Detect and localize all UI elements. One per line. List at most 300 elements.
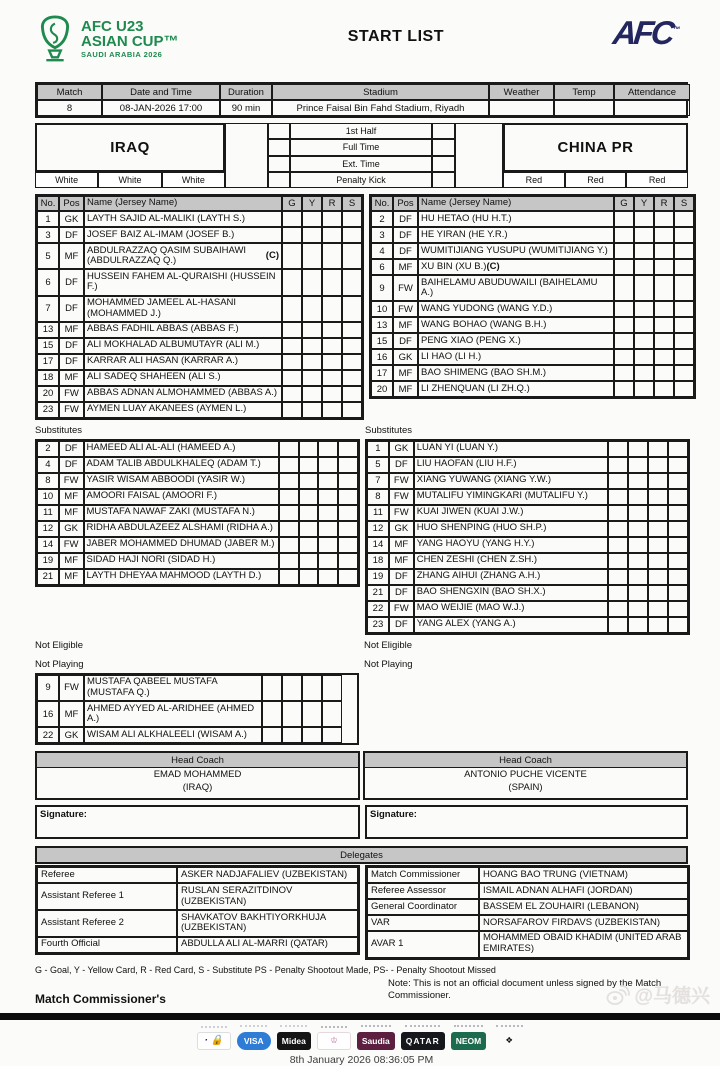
r-cell xyxy=(648,569,668,585)
player-row xyxy=(37,269,362,295)
player-row xyxy=(371,381,694,397)
match-info-table xyxy=(35,82,688,118)
player-number: 17 xyxy=(371,365,393,381)
player-row xyxy=(37,505,358,521)
r-cell xyxy=(654,243,674,259)
r-cell xyxy=(318,537,338,553)
away-score-cell xyxy=(432,156,455,172)
player-name: KUAI JIWEN (KUAI J.W.) xyxy=(414,505,609,521)
away-not-playing-label: Not Playing xyxy=(364,658,413,670)
y-cell xyxy=(302,322,322,338)
player-position: DF xyxy=(389,617,414,633)
player-row xyxy=(37,675,357,701)
starters-section xyxy=(35,194,688,420)
player-row xyxy=(371,349,694,365)
s-cell xyxy=(668,617,688,633)
s-cell xyxy=(338,521,358,537)
legend-text: G - Goal, Y - Yellow Card, R - Red Card, S - Substitute PS - Penalty Shootout Made, PS- - Penalty Shootout Missed xyxy=(35,964,496,975)
player-number: 19 xyxy=(37,553,59,569)
player-row xyxy=(371,211,694,227)
y-cell xyxy=(628,569,648,585)
delegate-person: RUSLAN SERAZITDINOV (UZBEKISTAN) xyxy=(177,883,358,910)
player-row xyxy=(371,333,694,349)
y-cell xyxy=(634,317,654,333)
note-row xyxy=(35,978,688,1006)
s-cell xyxy=(668,473,688,489)
away-score-cell xyxy=(432,123,455,139)
coach-country: (SPAIN) xyxy=(508,781,543,793)
home-starters-header xyxy=(37,196,362,211)
player-number: 18 xyxy=(37,370,59,386)
y-cell xyxy=(302,243,322,269)
g-cell xyxy=(279,457,299,473)
home-score-cell xyxy=(268,172,290,188)
home-not-playing-table xyxy=(35,673,359,746)
player-name: HE YIRAN (HE Y.R.) xyxy=(418,227,614,243)
y-cell xyxy=(302,296,322,322)
player-name: MUTALIFU YIMINGKARI (MUTALIFU Y.) xyxy=(414,489,609,505)
delegate-role: Referee xyxy=(37,867,177,883)
r-cell xyxy=(654,333,674,349)
player-number: 3 xyxy=(37,227,59,243)
player-position: DF xyxy=(389,457,414,473)
player-row xyxy=(37,521,358,537)
away-coach-header: Head Coach xyxy=(365,753,686,768)
r-cell xyxy=(648,553,668,569)
player-position: FW xyxy=(389,505,414,521)
sponsor-badge: ❖ xyxy=(492,1032,526,1050)
player-name: LAYTH DHEYAA MAHMOOD (LAYTH D.) xyxy=(84,569,279,585)
delegates-right-table xyxy=(365,865,690,960)
match-info-header-attendance: Attendance xyxy=(614,84,690,100)
away-starters-table xyxy=(369,194,696,399)
delegate-role: Referee Assessor xyxy=(367,883,479,899)
player-row xyxy=(37,338,362,354)
match-info-header-stadium: Stadium xyxy=(272,84,489,100)
player-name: YANG HAOYU (YANG H.Y.) xyxy=(414,537,609,553)
player-position: DF xyxy=(59,227,84,243)
player-name: HU HETAO (HU H.T.) xyxy=(418,211,614,227)
g-cell xyxy=(279,553,299,569)
home-starters-table xyxy=(35,194,364,420)
col-r: R xyxy=(322,196,342,211)
g-cell xyxy=(282,338,302,354)
home-kit-shirt: White xyxy=(35,172,98,188)
tournament-logo xyxy=(35,14,179,64)
g-cell xyxy=(282,354,302,370)
player-position: DF xyxy=(59,338,84,354)
delegate-row xyxy=(37,937,358,953)
player-row xyxy=(37,243,362,269)
s-cell xyxy=(674,259,694,275)
g-cell xyxy=(279,441,299,457)
s-cell xyxy=(342,354,362,370)
away-kit-socks: Red xyxy=(626,172,688,188)
player-name: HUO SHENPING (HUO SH.P.) xyxy=(414,521,609,537)
player-number: 10 xyxy=(371,301,393,317)
y-cell xyxy=(302,402,322,418)
r-cell xyxy=(318,553,338,569)
delegate-row xyxy=(367,931,688,958)
player-number: 7 xyxy=(37,296,59,322)
g-cell xyxy=(614,275,634,301)
sponsor-badge: QATAR xyxy=(401,1032,445,1050)
g-cell xyxy=(614,301,634,317)
s-cell xyxy=(342,227,362,243)
y-cell xyxy=(628,537,648,553)
s-cell xyxy=(674,365,694,381)
y-cell xyxy=(299,441,319,457)
y-cell xyxy=(302,227,322,243)
player-name: LI ZHENQUAN (LI ZH.Q.) xyxy=(418,381,614,397)
y-cell xyxy=(302,338,322,354)
page-title: START LIST xyxy=(347,28,444,45)
r-cell xyxy=(648,473,668,489)
player-name: MAO WEIJIE (MAO W.J.) xyxy=(414,601,609,617)
player-position: DF xyxy=(393,333,418,349)
print-timestamp: 8th January 2026 08:36:05 PM xyxy=(289,1053,434,1066)
home-score-cell xyxy=(268,139,290,155)
y-cell xyxy=(302,269,322,295)
player-name: ALI SADEQ SHAHEEN (ALI S.) xyxy=(84,370,282,386)
g-cell xyxy=(279,569,299,585)
away-kit-shirt: Red xyxy=(503,172,565,188)
r-cell xyxy=(322,402,342,418)
y-cell xyxy=(302,386,322,402)
home-not-playing-label: Not Playing xyxy=(35,658,84,670)
player-position: MF xyxy=(393,365,418,381)
col-name: Name (Jersey Name) xyxy=(418,196,614,211)
player-position: MF xyxy=(393,317,418,333)
home-substitutes-table xyxy=(35,439,360,587)
away-substitutes-label: Substitutes xyxy=(365,424,412,436)
not-playing-row xyxy=(35,654,688,673)
r-cell xyxy=(318,505,338,521)
player-number: 15 xyxy=(371,333,393,349)
watermark-text: @马德兴 xyxy=(634,986,710,1007)
y-cell xyxy=(628,489,648,505)
g-cell xyxy=(282,211,302,227)
player-position: MF xyxy=(59,505,84,521)
away-kit-colors xyxy=(503,172,688,188)
home-kit-colors xyxy=(35,172,225,188)
y-cell xyxy=(282,727,302,743)
r-cell xyxy=(648,489,668,505)
player-position: MF xyxy=(393,259,418,275)
delegate-role: Assistant Referee 1 xyxy=(37,883,177,910)
g-cell xyxy=(608,585,628,601)
g-cell xyxy=(282,296,302,322)
player-row xyxy=(367,505,688,521)
player-name: JABER MOHAMMED DHUMAD (JABER M.) xyxy=(84,537,279,553)
signature-section xyxy=(35,805,688,839)
sponsor-strip xyxy=(35,1032,688,1050)
player-position: MF xyxy=(59,370,84,386)
player-number: 9 xyxy=(37,675,59,701)
y-cell xyxy=(628,553,648,569)
y-cell xyxy=(302,370,322,386)
not-eligible-row xyxy=(35,635,688,654)
score-period-label: Penalty Kick xyxy=(290,172,432,188)
player-position: FW xyxy=(59,386,84,402)
y-cell xyxy=(634,227,654,243)
g-cell xyxy=(608,601,628,617)
y-cell xyxy=(634,275,654,301)
match-info-header-weather: Weather xyxy=(489,84,554,100)
note-text: Note: This is not an official document unless signed by the Match Commissioner. xyxy=(388,977,662,1001)
match-info-header-temp: Temp xyxy=(554,84,614,100)
y-cell xyxy=(628,441,648,457)
col-y: Y xyxy=(302,196,322,211)
r-cell xyxy=(654,301,674,317)
col-s: S xyxy=(342,196,362,211)
player-position: MF xyxy=(389,553,414,569)
away-starters-header xyxy=(371,196,694,211)
player-name: WISAM ALI ALKHALEELI (WISAM A.) xyxy=(84,727,262,743)
y-cell xyxy=(634,381,654,397)
s-cell xyxy=(338,569,358,585)
match-duration-value: 90 min xyxy=(220,100,272,116)
g-cell xyxy=(279,489,299,505)
s-cell xyxy=(668,505,688,521)
sponsor-badge: Midea xyxy=(277,1032,311,1050)
player-row xyxy=(37,727,357,743)
player-name: ABBAS ADNAN ALMOHAMMED (ABBAS A.) xyxy=(84,386,282,402)
player-name: XIANG YUWANG (XIANG Y.W.) xyxy=(414,473,609,489)
player-position: MF xyxy=(59,553,84,569)
player-name: BAO SHIMENG (BAO SH.M.) xyxy=(418,365,614,381)
player-name: LI HAO (LI H.) xyxy=(418,349,614,365)
player-row xyxy=(37,402,362,418)
match-datetime-value: 08-JAN-2026 17:00 xyxy=(102,100,220,116)
s-cell xyxy=(322,727,342,743)
r-cell xyxy=(654,211,674,227)
s-cell xyxy=(668,569,688,585)
s-cell xyxy=(674,211,694,227)
away-starters-rows xyxy=(371,211,694,397)
player-number: 12 xyxy=(367,521,389,537)
g-cell xyxy=(614,211,634,227)
player-number: 13 xyxy=(371,317,393,333)
away-substitutes-table xyxy=(365,439,690,635)
player-row xyxy=(367,601,688,617)
player-number: 2 xyxy=(371,211,393,227)
player-position: GK xyxy=(59,211,84,227)
s-cell xyxy=(342,338,362,354)
player-number: 22 xyxy=(37,727,59,743)
r-cell xyxy=(648,617,668,633)
teams-score-block xyxy=(35,123,688,188)
r-cell xyxy=(654,227,674,243)
player-number: 8 xyxy=(37,473,59,489)
player-name: SIDAD HAJI NORI (SIDAD H.) xyxy=(84,553,279,569)
player-name: BAO SHENGXIN (BAO SH.X.) xyxy=(414,585,609,601)
match-info-header-duration: Duration xyxy=(220,84,272,100)
player-row xyxy=(37,569,358,585)
delegate-role: VAR xyxy=(367,915,479,931)
player-position: FW xyxy=(389,489,414,505)
player-name: JOSEF BAIZ AL-IMAM (JOSEF B.) xyxy=(84,227,282,243)
player-row xyxy=(367,553,688,569)
g-cell xyxy=(608,473,628,489)
player-number: 23 xyxy=(367,617,389,633)
r-cell xyxy=(322,296,342,322)
delegate-person: BASSEM EL ZOUHAIRI (LEBANON) xyxy=(479,899,688,915)
delegate-person: MOHAMMED OBAID KHADIM (UNITED ARAB EMIRATES) xyxy=(479,931,688,958)
y-cell xyxy=(634,301,654,317)
delegate-role: Match Commissioner xyxy=(367,867,479,883)
y-cell xyxy=(634,333,654,349)
player-name: MUSTAFA QABEEL MUSTAFA (MUSTAFA Q.) xyxy=(84,675,262,701)
player-name: WANG BOHAO (WANG B.H.) xyxy=(418,317,614,333)
g-cell xyxy=(614,259,634,275)
y-cell xyxy=(302,211,322,227)
s-cell xyxy=(668,553,688,569)
match-temp-value xyxy=(554,100,614,116)
player-number: 13 xyxy=(37,322,59,338)
player-number: 16 xyxy=(37,701,59,727)
player-number: 1 xyxy=(37,211,59,227)
coach-country: (IRAQ) xyxy=(182,781,213,793)
sponsor-badge: ♔ xyxy=(317,1032,351,1050)
col-g: G xyxy=(282,196,302,211)
player-position: FW xyxy=(59,537,84,553)
player-position: DF xyxy=(393,243,418,259)
y-cell xyxy=(299,553,319,569)
y-cell xyxy=(628,601,648,617)
player-position: GK xyxy=(59,727,84,743)
player-row xyxy=(37,354,362,370)
r-cell xyxy=(322,243,342,269)
player-name: MUSTAFA NAWAF ZAKI (MUSTAFA N.) xyxy=(84,505,279,521)
y-cell xyxy=(299,457,319,473)
player-number: 15 xyxy=(37,338,59,354)
r-cell xyxy=(322,227,342,243)
r-cell xyxy=(318,569,338,585)
player-position: DF xyxy=(393,211,418,227)
col-s: S xyxy=(674,196,694,211)
s-cell xyxy=(338,457,358,473)
player-row xyxy=(37,537,358,553)
home-coach-name xyxy=(37,768,358,798)
player-position: GK xyxy=(389,441,414,457)
match-commissioner-label: Match Commissioner's xyxy=(35,991,166,1006)
g-cell xyxy=(614,365,634,381)
away-score-cell xyxy=(432,172,455,188)
home-kit-socks: White xyxy=(162,172,225,188)
r-cell xyxy=(322,354,342,370)
r-cell xyxy=(648,505,668,521)
player-name: AYMEN LUAY AKANEES (AYMEN L.) xyxy=(84,402,282,418)
player-row xyxy=(367,521,688,537)
away-team-block xyxy=(503,123,688,188)
g-cell xyxy=(282,243,302,269)
col-pos: Pos xyxy=(393,196,418,211)
s-cell xyxy=(338,473,358,489)
player-row xyxy=(371,301,694,317)
not-playing-tables xyxy=(35,673,688,746)
document-header xyxy=(35,14,688,74)
r-cell xyxy=(654,259,674,275)
away-team-name: CHINA PR xyxy=(503,123,688,172)
player-row xyxy=(371,317,694,333)
s-cell xyxy=(342,386,362,402)
y-cell xyxy=(628,505,648,521)
g-cell xyxy=(608,537,628,553)
player-number: 12 xyxy=(37,521,59,537)
delegate-row xyxy=(37,883,358,910)
player-position: MF xyxy=(59,489,84,505)
player-name: CHEN ZESHI (CHEN Z.SH.) xyxy=(414,553,609,569)
player-number: 21 xyxy=(37,569,59,585)
y-cell xyxy=(628,521,648,537)
col-y: Y xyxy=(634,196,654,211)
home-substitutes-label: Substitutes xyxy=(35,424,82,436)
player-row xyxy=(371,365,694,381)
g-cell xyxy=(614,349,634,365)
s-cell xyxy=(338,489,358,505)
away-kit-shorts: Red xyxy=(565,172,627,188)
match-info-header-match: Match xyxy=(37,84,102,100)
player-name: HUSSEIN FAHEM AL-QURAISHI (HUSSEIN F.) xyxy=(84,269,282,295)
r-cell xyxy=(302,675,322,701)
g-cell xyxy=(614,227,634,243)
delegate-row xyxy=(367,915,688,931)
g-cell xyxy=(614,317,634,333)
g-cell xyxy=(262,727,282,743)
player-name: BAIHELAMU ABUDUWAILI (BAIHELAMU A.) xyxy=(418,275,614,301)
delegate-person: NORSAFAROV FIRDAVS (UZBEKISTAN) xyxy=(479,915,688,931)
r-cell xyxy=(648,441,668,457)
delegate-person: SHAVKATOV BAKHTIYORKHUJA (UZBEKISTAN) xyxy=(177,910,358,937)
r-cell xyxy=(322,269,342,295)
player-name: MOHAMMED JAMEEL AL-HASANI (MOHAMMED J.) xyxy=(84,296,282,322)
home-team-block xyxy=(35,123,225,188)
player-position: GK xyxy=(393,349,418,365)
player-number: 14 xyxy=(367,537,389,553)
substitutes-section xyxy=(35,420,688,635)
delegates-header: Delegates xyxy=(35,846,688,864)
s-cell xyxy=(668,585,688,601)
r-cell xyxy=(648,585,668,601)
player-name: ALI MOKHALAD ALBUMUTAYR (ALI M.) xyxy=(84,338,282,354)
player-number: 6 xyxy=(371,259,393,275)
g-cell xyxy=(282,402,302,418)
sponsor-badge: VISA xyxy=(237,1032,271,1050)
player-position: GK xyxy=(59,521,84,537)
player-name: ADAM TALIB ABDULKHALEQ (ADAM T.) xyxy=(84,457,279,473)
player-row xyxy=(37,441,358,457)
s-cell xyxy=(338,537,358,553)
col-no: No. xyxy=(37,196,59,211)
r-cell xyxy=(318,521,338,537)
match-number-value: 8 xyxy=(37,100,102,116)
player-row xyxy=(367,585,688,601)
y-cell xyxy=(299,489,319,505)
player-number: 4 xyxy=(37,457,59,473)
s-cell xyxy=(342,370,362,386)
y-cell xyxy=(628,617,648,633)
player-number: 22 xyxy=(367,601,389,617)
g-cell xyxy=(262,675,282,701)
y-cell xyxy=(628,585,648,601)
home-score-cell xyxy=(268,123,290,139)
s-cell xyxy=(338,505,358,521)
s-cell xyxy=(668,601,688,617)
s-cell xyxy=(674,243,694,259)
player-name: ABBAS FADHIL ABBAS (ABBAS F.) xyxy=(84,322,282,338)
player-number: 11 xyxy=(37,505,59,521)
